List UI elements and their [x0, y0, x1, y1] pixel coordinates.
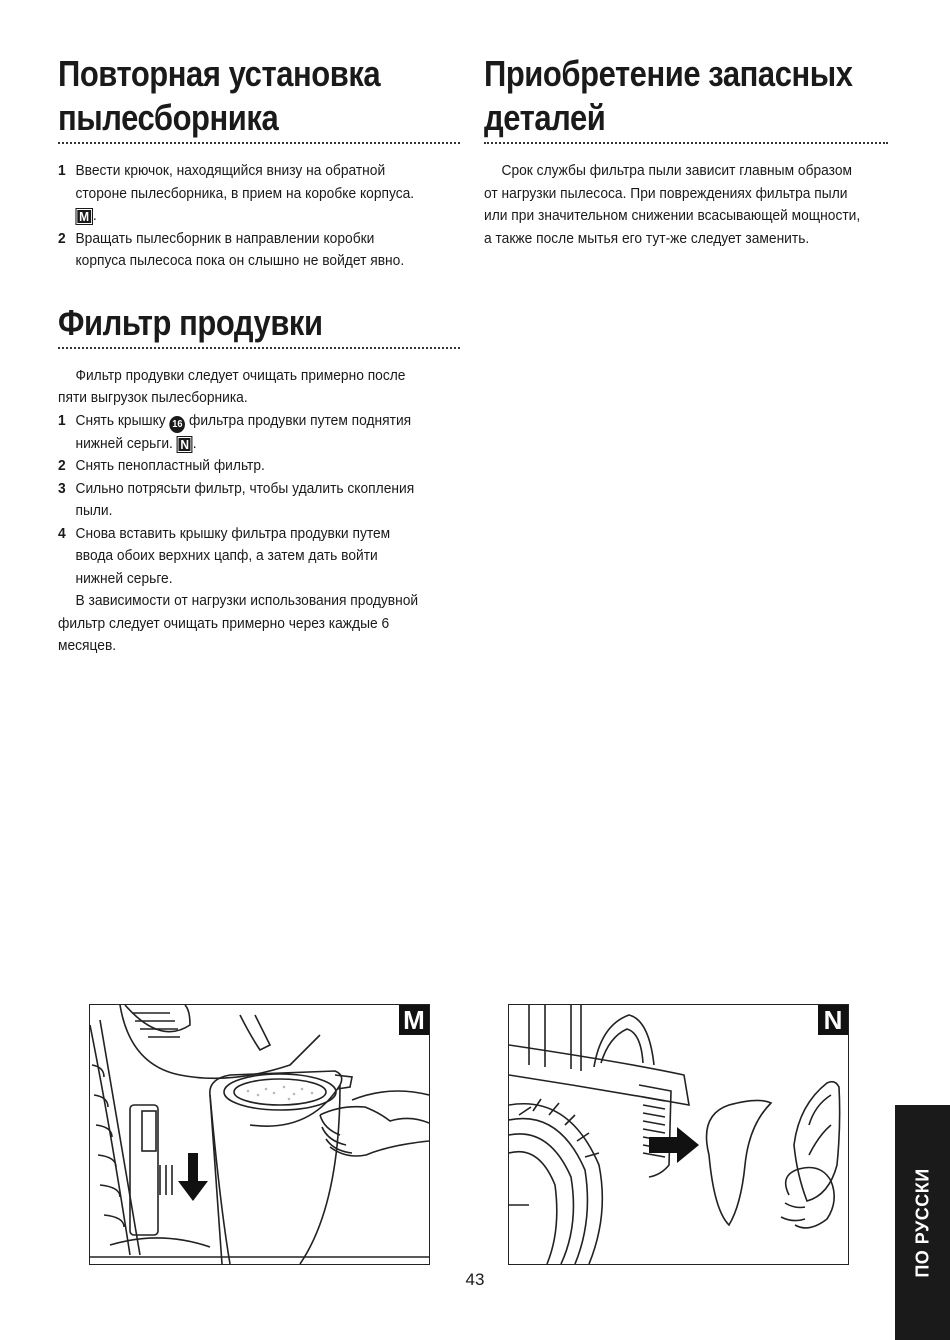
heading-reinstall-line2: пылесборника [58, 97, 279, 138]
list-item [58, 410, 460, 456]
list-item [58, 228, 460, 273]
language-tab-label: ПО РУССКИ [912, 1167, 932, 1278]
step-text: фильтра продувки путем поднятия [188, 411, 412, 429]
para-line: или при значительном снижении всасывающей мощности, [484, 207, 861, 224]
intro-paragraph [58, 365, 460, 410]
step-number: 2 [58, 229, 66, 247]
figure-n [508, 1004, 849, 1265]
list-item [58, 523, 460, 591]
para-line: а также после мытья его тут-же следует заменить. [484, 229, 810, 247]
step-text: Снова вставить крышку фильтра продувки путем [75, 524, 391, 542]
filter-cover-removal-illustration [509, 1005, 848, 1264]
step-number: 1 [58, 162, 66, 179]
dotted-divider [484, 142, 888, 144]
figure-label-n: N [818, 1005, 848, 1035]
figure-ref-m[interactable]: M [75, 208, 92, 225]
step-text: корпуса пылесоса пока он слышно не войдет явно. [75, 252, 405, 269]
punctuation: . [192, 434, 197, 452]
blow-filter-text [58, 365, 460, 658]
heading-spare-parts [484, 52, 887, 140]
step-number: 3 [58, 479, 66, 497]
left-column [58, 52, 460, 658]
dotted-divider [58, 347, 460, 349]
heading-blow-filter: Фильтр продувки [58, 301, 323, 343]
figure-label-m: M [399, 1005, 429, 1035]
outro-paragraph [58, 590, 460, 658]
figure-ref-n[interactable]: N [177, 436, 193, 453]
figure-m [89, 1004, 430, 1265]
para-line: В зависимости от нагрузки использования продувной [75, 592, 419, 609]
para-line: от нагрузки пылесоса. При повреждениях фильтра пыли [484, 184, 848, 202]
heading-reinstall [58, 52, 459, 140]
step-text: нижней серьги. [75, 434, 173, 452]
heading-spare-parts-line1: Приобретение запасных [484, 53, 853, 94]
page-number: 43 [465, 1270, 485, 1289]
heading-reinstall-line1: Повторная установка [58, 53, 381, 94]
right-column [484, 52, 888, 250]
step-text: пыли. [75, 502, 113, 519]
list-item [58, 478, 460, 523]
step-text: стороне пылесборника, в прием на коробке корпуса. [75, 184, 415, 202]
part-number-badge: 16 [170, 416, 186, 433]
spare-parts-paragraph [484, 160, 888, 250]
step-text: Сильно потрясьти фильтр, чтобы удалить скопления [75, 479, 415, 497]
step-number: 4 [58, 524, 66, 542]
step-text: нижней серьге. [75, 569, 173, 587]
step-text: ввода обоих верхних цапф, а затем дать войти [75, 547, 378, 564]
punctuation: . [92, 207, 97, 224]
language-tab [895, 1105, 950, 1340]
reinstall-steps [58, 160, 460, 273]
step-text: Снять пенопластный фильтр. [75, 457, 265, 474]
step-text: Ввести крючок, находящийся внизу на обратной [75, 162, 386, 179]
heading-spare-parts-line2: деталей [484, 97, 606, 138]
dotted-divider [58, 142, 460, 144]
step-number: 1 [58, 411, 66, 429]
para-line: фильтр следует очищать примерно через каждые 6 [58, 614, 390, 632]
list-item [58, 160, 460, 228]
para-line: Фильтр продувки следует очищать примерно после [75, 366, 406, 384]
step-number: 2 [58, 457, 66, 474]
para-line: месяцев. [58, 637, 117, 654]
para-line: Срок службы фильтра пыли зависит главным образом [501, 162, 852, 179]
step-text: Вращать пылесборник в направлении коробки [75, 229, 375, 247]
list-item [58, 455, 460, 478]
step-text: Снять крышку [75, 411, 166, 429]
para-line: пяти выгрузок пылесборника. [58, 389, 248, 406]
dust-container-install-illustration [90, 1005, 429, 1264]
